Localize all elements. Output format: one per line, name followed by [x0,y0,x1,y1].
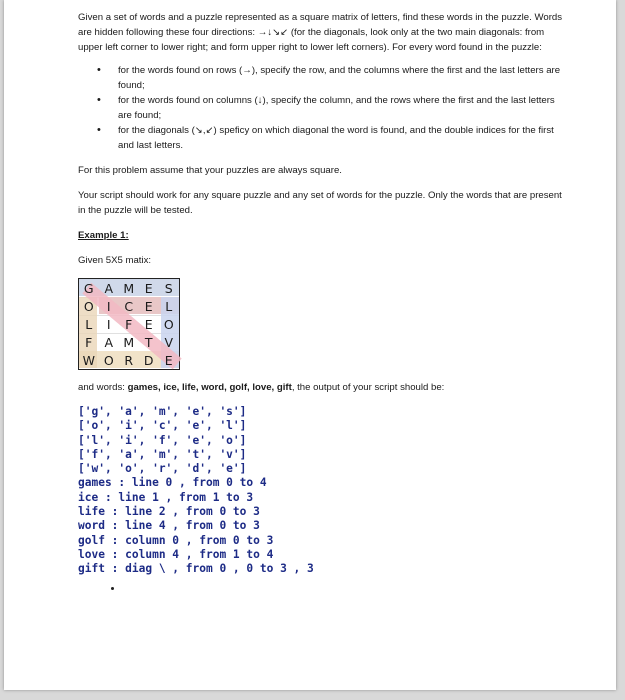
grid-cell: F [85,335,93,350]
rule-columns [78,93,568,123]
bullet-icon: • [97,64,101,76]
letter-grid [78,278,180,370]
document-page [4,0,616,690]
words-paragraph [78,380,568,395]
rule-rows-text: for the words found on rows (→), specify the row, and the columns where the first and the last letters are found; [118,65,561,91]
grid-cell: F [125,317,133,332]
grid-cell: A [104,281,114,296]
bullet-icon: • [97,94,101,106]
grid-cell: E [144,317,154,332]
direction-rules-list [78,63,568,153]
words-list: games, ice, life, word, golf, love, gift [127,382,292,393]
example-heading: Example 1: [78,230,129,241]
grid-cell: E [144,299,154,314]
grid-row [79,297,179,315]
cursor-dot [111,587,114,590]
grid-cell: D [143,353,155,368]
grid-cell: M [123,281,135,296]
given-label: Given 5X5 matix: [78,255,152,266]
output-line: ice : line 1 , from 1 to 3 [78,490,254,504]
output-line: love : column 4 , from 1 to 4 [78,547,274,561]
grid-cell: T [144,335,154,350]
rule-rows [78,63,568,93]
grid-cell: S [164,281,174,296]
grid-cell: I [106,317,112,332]
grid-cell: A [104,335,114,350]
script-note-paragraph: Your script should work for any square puzzle and any set of words for the puzzle. Only the words that are present in the puzzle will be tested. [78,190,562,216]
rule-diagonals [78,123,568,153]
grid-row [79,315,179,333]
bullet-icon: • [97,124,101,136]
assumption-paragraph: For this problem assume that your puzzles are always square. [78,165,342,176]
grid-cell: O [103,353,115,368]
words-suffix: , the output of your script should be: [291,382,445,393]
grid-cell: L [165,299,173,314]
grid-cell: R [124,353,134,368]
output-line: ['o', 'i', 'c', 'e', 'l'] [78,419,247,433]
document-content [78,10,568,577]
grid-cell: W [82,353,96,368]
grid-cell: C [124,299,134,314]
output-line: ['g', 'a', 'm', 'e', 's'] [78,405,247,418]
expected-output-block [78,405,568,577]
grid-row [79,279,179,297]
grid-cell: I [106,299,112,314]
output-line: ['w', 'o', 'r', 'd', 'e'] [78,462,247,476]
grid-cell: E [144,281,154,296]
output-line: life : line 2 , from 0 to 3 [78,505,260,519]
grid-cell: L [85,317,93,332]
grid-cell: G [83,281,95,296]
grid-cell: M [123,335,135,350]
grid-cell: V [164,335,174,350]
output-line: word : line 4 , from 0 to 3 [78,519,260,533]
output-line: golf : column 0 , from 0 to 3 [78,533,274,547]
output-line: games : line 0 , from 0 to 4 [78,476,267,490]
grid-row [79,333,179,351]
output-line: gift : diag \ , from 0 , 0 to 3 , 3 [78,562,314,576]
intro-paragraph: Given a set of words and a puzzle represented as a square matrix of letters, find these words in the puzzle. Words are hidden following these four directions: →↓↘↙ (for the diagonals, look only at the two main diagonals: from upper left corner to lower right; and form upper right to lower left corners). For every word found in the puzzle: [78,12,563,53]
grid-cell: E [164,353,174,368]
rule-diagonals-text: for the diagonals (↘,↙) speficy on which diagonal the word is found, and the double indices for the first and last letters. [118,125,554,151]
words-prefix: and words: [78,382,128,393]
grid-cell: O [163,317,175,332]
output-line: ['l', 'i', 'f', 'e', 'o'] [78,433,247,447]
rule-columns-text: for the words found on columns (↓), specify the column, and the rows where the first and the last letters are found; [118,95,555,121]
output-line: ['f', 'a', 'm', 't', 'v'] [78,447,247,461]
grid-cell: O [83,299,95,314]
grid-row [79,351,179,369]
